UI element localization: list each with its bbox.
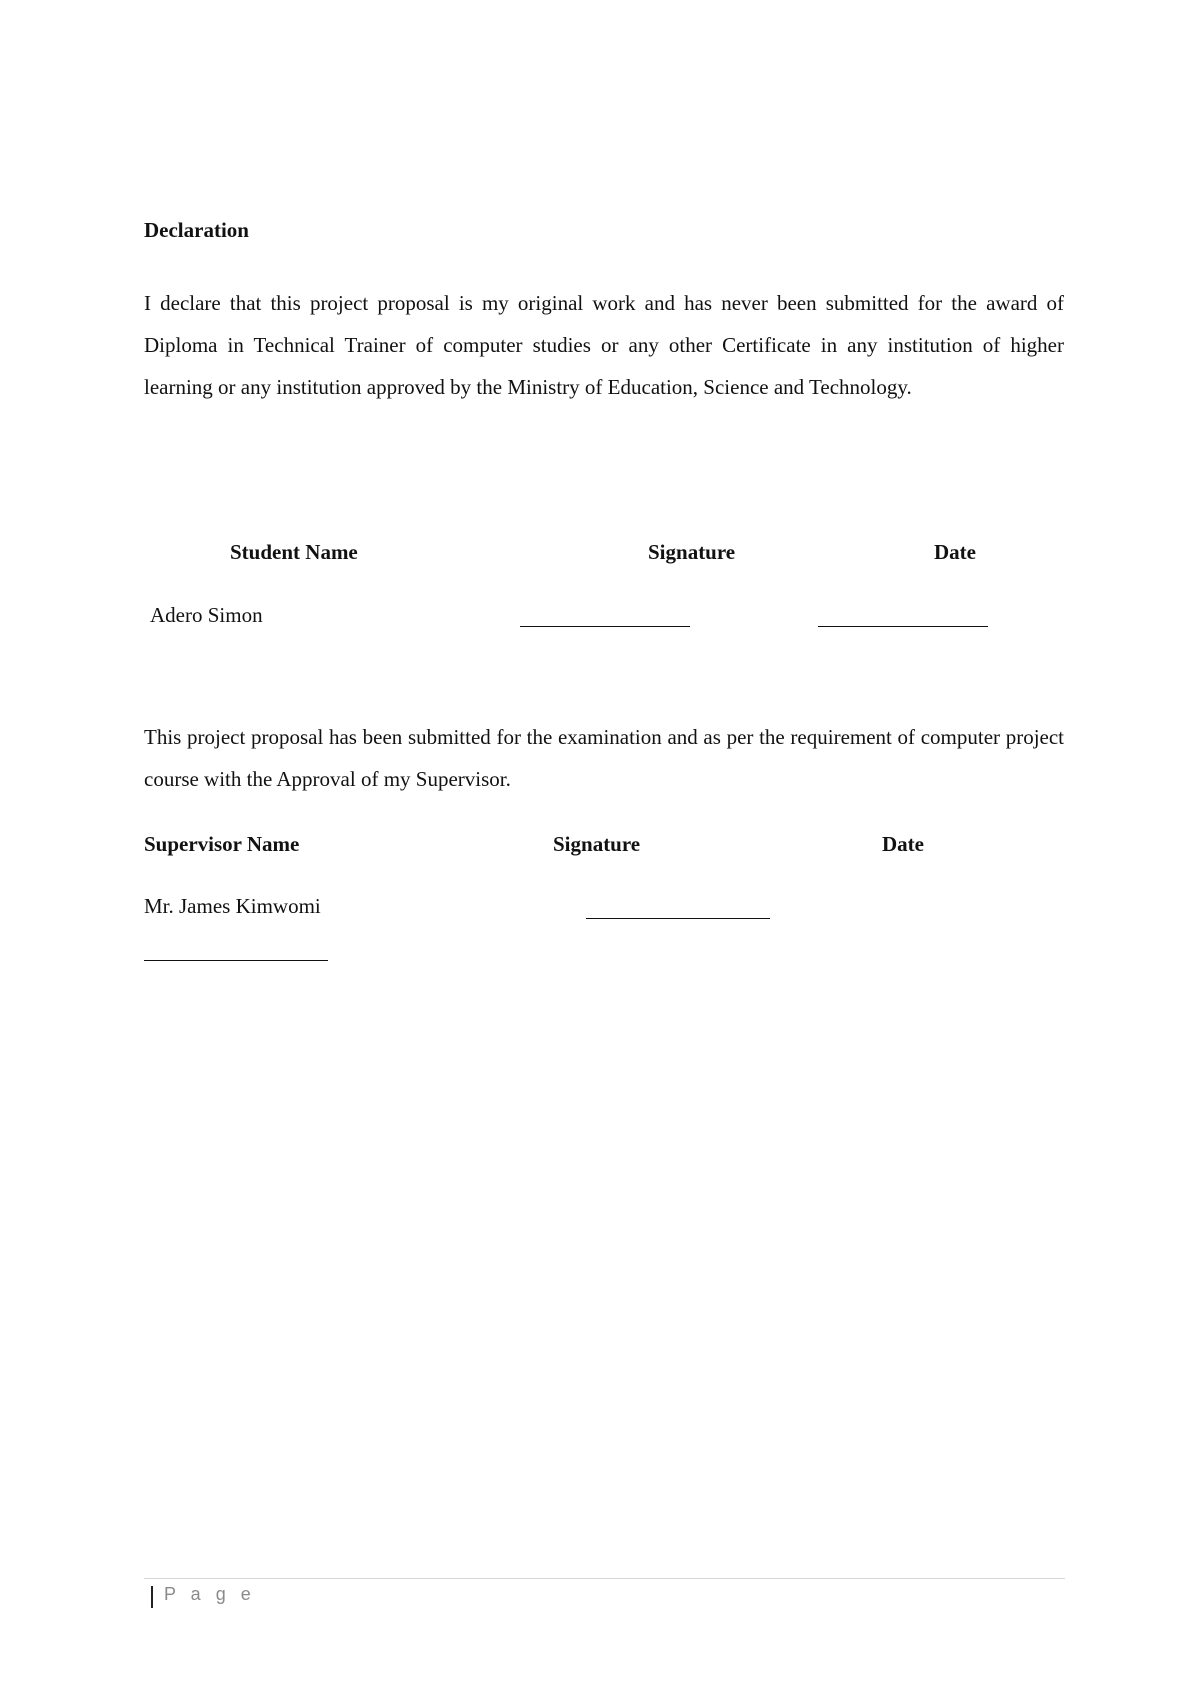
footer-page-label: P a g e [164,1584,256,1604]
supervisor-signature-line [586,918,770,919]
supervisor-date-line [144,960,328,961]
supervisor-name-header: Supervisor Name [144,832,300,856]
student-name-value: Adero Simon [150,603,263,627]
supervisor-date-header: Date [882,832,924,856]
supervisor-signature-header: Signature [553,832,641,856]
approval-paragraph: This project proposal has been submitted for the examination and as per the requirement of computer project course with the Approval of my Supervisor. [144,725,1064,791]
student-date-line [818,626,988,627]
supervisor-name-value: Mr. James Kimwomi [144,894,321,918]
footer-rule [144,1578,1065,1579]
declaration-heading: Declaration [144,218,249,242]
student-signature-line [520,626,690,627]
student-date-header: Date [934,540,976,564]
student-name-header: Student Name [230,540,358,564]
declaration-paragraph: I declare that this project proposal is my original work and has never been submitted for the award of Diploma in Technical Trainer of computer studies or any other Certificate in any institution of higher learning or any institution approved by the Ministry of Education, Science and Technology. [144,291,1064,399]
footer-separator-bar [151,1586,153,1608]
student-signature-header: Signature [648,540,736,564]
